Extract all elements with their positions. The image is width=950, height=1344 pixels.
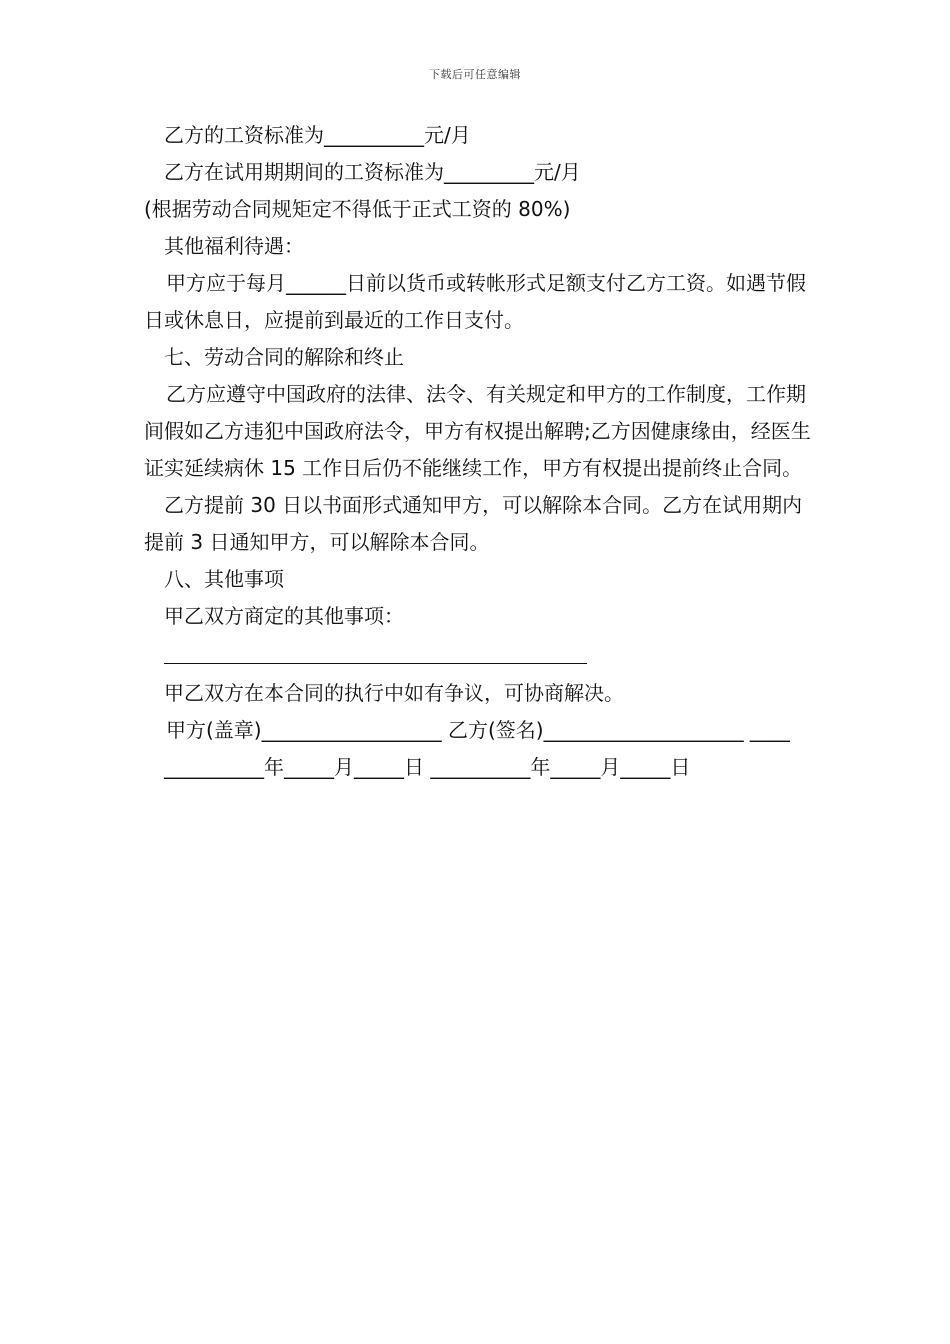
date-line: __________年_____月_____日 __________年_____月_____日 bbox=[164, 755, 691, 779]
termination-clause: 乙方应遵守中国政府的法律、法令、有关规定和甲方的工作制度，工作期间假如乙方违犯中国政府法令，甲方有权提出解聘;乙方因健康缘由，经医生证实延续病休 15 工作日后仍不能继续工作，甲方有权提出提前终止合同。 bbox=[144, 382, 811, 480]
blank-rule-line bbox=[164, 663, 587, 664]
salary-standard-line: 乙方的工资标准为__________元/月 bbox=[164, 123, 471, 147]
contract-body bbox=[144, 117, 814, 786]
other-benefits-label: 其他福利待遇： bbox=[164, 234, 304, 258]
notice-clause: 乙方提前 30 日以书面形式通知甲方，可以解除本合同。乙方在试用期内提前 3 日通知甲方，可以解除本合同。 bbox=[144, 493, 803, 554]
other-matters-blank bbox=[144, 635, 814, 672]
signature-line: 甲方(盖章)__________________ 乙方(签名)____________________ ____ bbox=[166, 718, 790, 742]
section-eight-heading: 八、其他事项 bbox=[164, 567, 284, 591]
salary-note: (根据劳动合同规矩定不得低于正式工资的 80%) bbox=[144, 197, 571, 221]
page-header-note: 下载后可任意编辑 bbox=[429, 68, 521, 81]
other-matters-label: 甲乙双方商定的其他事项： bbox=[164, 604, 404, 628]
payment-clause: 甲方应于每月______日前以货币或转帐形式足额支付乙方工资。如遇节假日或休息日，应提前到最近的工作日支付。 bbox=[144, 271, 806, 332]
dispute-clause: 甲乙双方在本合同的执行中如有争议，可协商解决。 bbox=[164, 681, 624, 705]
section-seven-heading: 七、劳动合同的解除和终止 bbox=[164, 345, 404, 369]
probation-salary-line: 乙方在试用期期间的工资标准为_________元/月 bbox=[164, 160, 581, 184]
